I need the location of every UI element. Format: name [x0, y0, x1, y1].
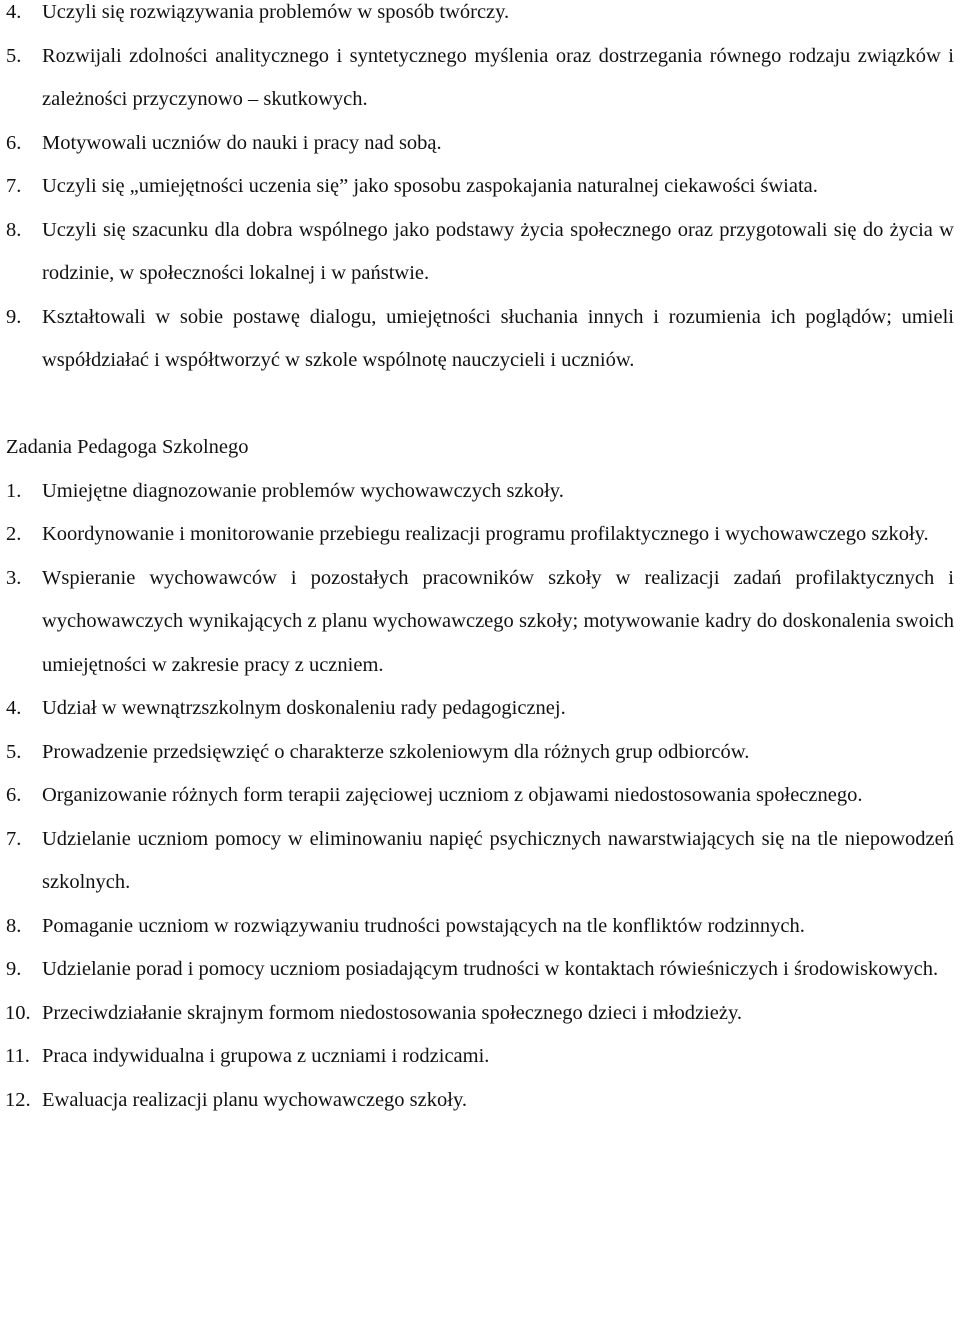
list-text: Uczyli się rozwiązywania problemów w sposób twórczy. [42, 1, 510, 23]
list-item [0, 687, 960, 731]
list-number: 1. [6, 479, 22, 502]
list-item [0, 209, 960, 296]
list-text: Koordynowanie i monitorowanie przebiegu realizacji programu profilaktycznego i wychowawczego szkoły. [42, 523, 929, 545]
list-text: Praca indywidualna i grupowa z uczniami i rodzicami. [42, 1045, 490, 1067]
list-number: 3. [6, 566, 22, 589]
list-number: 8. [6, 218, 22, 241]
list-text: Przeciwdziałanie skrajnym formom niedostosowania społecznego dzieci i młodzieży. [42, 1001, 742, 1024]
list-text: Wspieranie wychowawców i pozostałych pracowników szkoły w realizacji zadań profilaktycznych i wychowawczych wynikających z planu wychowawczego szkoły; motywowanie kadry do doskonalenia swoich umiejętności w zakresie pracy z uczniem. [42, 566, 954, 676]
list-number: 11. [5, 1045, 30, 1067]
list-item [0, 1035, 960, 1079]
paragraph-gap [0, 383, 960, 427]
list-item [0, 0, 960, 35]
list-number: 4. [6, 1, 22, 23]
list-number: 2. [6, 523, 22, 545]
list-item [0, 948, 960, 992]
list-number: 9. [6, 958, 22, 980]
list-item [0, 1079, 960, 1123]
section-heading: Zadania Pedagoga Szkolnego [6, 436, 249, 458]
list-number: 10. [5, 1001, 31, 1024]
list-number: 7. [6, 175, 22, 197]
list-number: 7. [6, 827, 22, 850]
list-text: Prowadzenie przedsięwzięć o charakterze szkoleniowym dla różnych grup odbiorców. [42, 740, 750, 763]
list-number: 5. [6, 740, 22, 763]
list-text: Udzielanie porad i pomocy uczniom posiadającym trudności w kontaktach rówieśniczych i środowiskowych. [42, 958, 939, 980]
list-pedagogue-tasks [0, 470, 960, 1123]
list-item [0, 992, 960, 1036]
list-item [0, 818, 960, 905]
list-student-goals [0, 0, 960, 383]
list-text: Pomaganie uczniom w rozwiązywaniu trudności powstających na tle konfliktów rodzinnych. [42, 914, 805, 937]
list-number: 6. [6, 131, 22, 154]
list-item [0, 557, 960, 688]
list-text: Kształtowali w sobie postawę dialogu, umiejętności słuchania innych i rozumienia ich poglądów; umieli współdziałać i współtworzyć w szkole wspólnotę nauczycieli i uczniów. [42, 305, 954, 371]
list-text: Ewaluacja realizacji planu wychowawczego szkoły. [42, 1088, 467, 1111]
list-item [0, 470, 960, 514]
list-text: Uczyli się szacunku dla dobra wspólnego jako podstawy życia społecznego oraz przygotowali się do życia w rodzinie, w społeczności lokalnej i w państwie. [42, 218, 954, 284]
list-text: Organizowanie różnych form terapii zajęciowej uczniom z objawami niedostosowania społecznego. [42, 784, 863, 806]
list-text: Udzielanie uczniom pomocy w eliminowaniu napięć psychicznych nawarstwiających się na tle niepowodzeń szkolnych. [42, 827, 954, 893]
list-item [0, 774, 960, 818]
list-text: Umiejętne diagnozowanie problemów wychowawczych szkoły. [42, 479, 564, 502]
list-number: 4. [6, 697, 22, 719]
list-item [0, 513, 960, 557]
list-number: 8. [6, 914, 22, 937]
list-text: Udział w wewnątrzszkolnym doskonaleniu rady pedagogicznej. [42, 697, 566, 719]
list-number: 9. [6, 305, 22, 328]
list-number: 5. [6, 44, 22, 67]
list-text: Uczyli się „umiejętności uczenia się” jako sposobu zaspokajania naturalnej ciekawości świata. [42, 175, 818, 197]
list-number: 6. [6, 784, 22, 806]
list-item [0, 122, 960, 166]
list-text: Motywowali uczniów do nauki i pracy nad sobą. [42, 131, 442, 154]
list-item [0, 905, 960, 949]
list-item [0, 296, 960, 383]
list-item [0, 731, 960, 775]
list-item [0, 165, 960, 209]
list-number: 12. [5, 1088, 31, 1111]
list-text: Rozwijali zdolności analitycznego i syntetycznego myślenia oraz dostrzegania równego rodzaju związków i zależności przyczynowo – skutkowych. [42, 44, 954, 110]
list-item [0, 35, 960, 122]
